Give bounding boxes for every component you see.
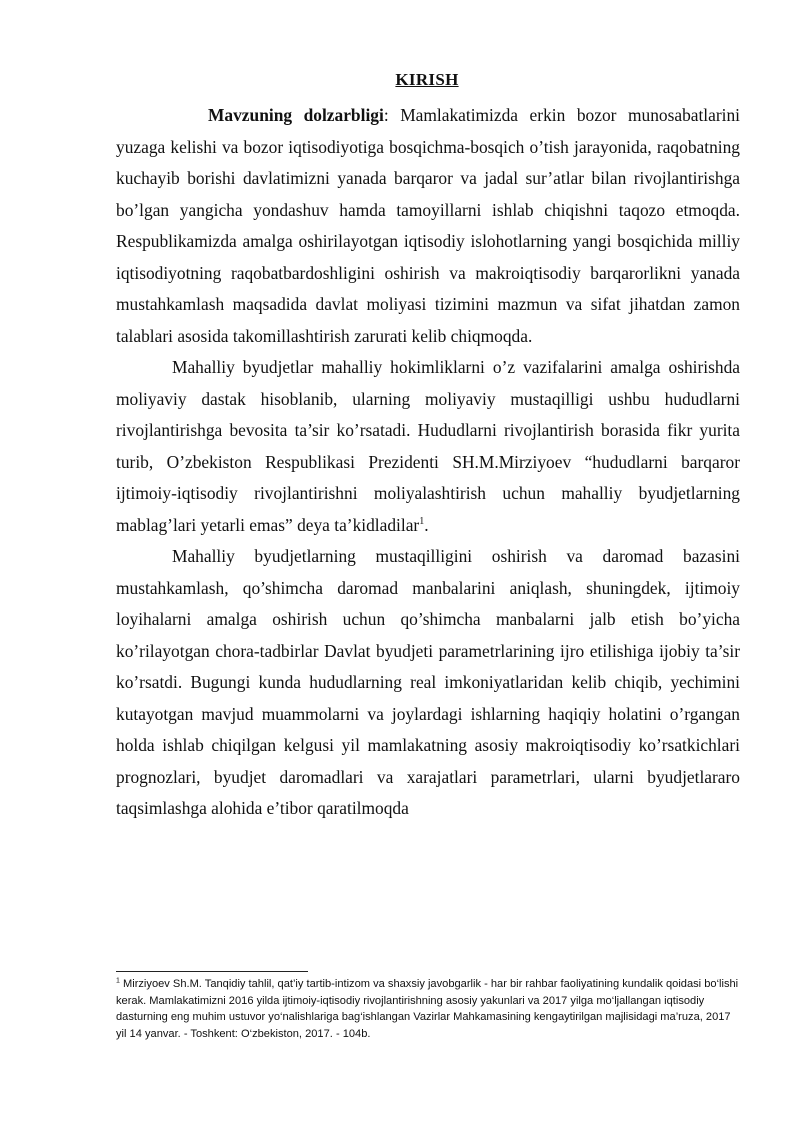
page-title: KIRISH — [395, 70, 459, 89]
footnote-reference[interactable]: 1 — [419, 515, 425, 527]
relevance-lead: Mavzuning dolzarbligi — [208, 105, 384, 125]
relevance-text: Mamlakatimizda erkin bozor munosabatlarini yuzaga kelishi va bozor iqtisodiyotiga bosqichma-bosqich o’tish jarayonida, raqobatning kuchayib borishi davlatimizni yanada barqaror va jadal sur’atlar bilan rivojlantirishga bo’lgan yangicha yondashuv hamda tamoyillarni ishlab chiqishni taqozo etmoqda. Respublikamizda amalga oshirilayotgan iqtisodiy islohotlarning yangi bosqichida milliy iqtisodiyotning raqobatbardoshligini oshirish va makroiqtisodiy barqarorlikni yanada mustahkamlash maqsadida davlat moliyasi tizimini mazmun va sifat jihatdan zamon talablari asosida takomillashtirish zarurati kelib chiqmoqda. — [116, 105, 741, 346]
relevance-lead-separator: : — [383, 105, 389, 125]
local-budgets-text: Mahalliy byudjetlar mahalliy hokimliklarni o’z vazifalarini amalga oshirishda moliyaviy dastak hisoblanib, ularning moliyaviy mustaqilligi ushbu hududlarni rivojlantirishga bevosita ta’sir ko’rsatadi. Hududlarni rivojlantirish borasida fikr yurita turib, O’zbekiston Respublikasi Prezidenti SH.M.Mirziyoev “hududlarni barqaror ijtimoiy-iqtisodiy rivojlantirishni moliyalashtirish uchun mahalliy byudjetlarning mablag’lari yetarli emas” deya ta’kidladilar — [116, 357, 740, 535]
footnote-marker: 1 — [116, 977, 120, 985]
paragraph-independence — [116, 541, 740, 825]
local-budgets-end: . — [424, 514, 429, 535]
main-text — [116, 100, 740, 825]
footnote-text: Mirziyoev Sh.M. Tanqidiy tahlil, qat’iy tartib-intizom va shaxsiy javobgarlik - har bir rahbar faoliyatining kundalik qoidasi bo‘lishi kerak. Mamlakatimizni 2016 yilda ijtimoiy-iqtisodiy rivojlantirishning asosiy yakunlari va 2017 yilga mo‘ljallangan iqtisodiy dasturning eng muhim ustuvor yo‘nalishlariga bag‘ishlangan Vazirlar Mahkamasining kengaytirilgan majlisidagi ma’ruza, 2017 yil 14 yanvar. - Toshkent: O‘zbekiston, 2017. - 104b. — [116, 978, 739, 1040]
paragraph-local-budgets — [116, 352, 740, 541]
independence-text: Mahalliy byudjetlarning mustaqilligini oshirish va daromad bazasini mustahkamlash, qo’shimcha daromad manbalarini aniqlash, shuningdek, ijtimoiy loyihalarni amalga oshirish uchun qo’shimcha manbalarni jalb etish bo’yicha ko’rilayotgan chora-tadbirlar Davlat byudjeti parametrlarining ijro etilishiga ijobiy ta’sir ko’rsatdi. Bugungi kunda hududlarning real imkoniyatlaridan kelib chiqib, yechimini kutayotgan mavjud muammolarni va joylardagi ishlarning haqiqiy holatini o’rgangan holda ishlab chiqilgan kelgusi yil mamlakatning asosiy makroiqtisodiy ko’rsatkichlari prognozlari, byudjet daromadlari va xarajatlari parametrlari, ularni byudjetlararo taqsimlashga alohida e’tibor qaratilmoqda — [116, 546, 740, 818]
paragraph-relevance — [116, 100, 740, 352]
footnote — [116, 976, 742, 1042]
footnote-divider — [116, 971, 308, 972]
